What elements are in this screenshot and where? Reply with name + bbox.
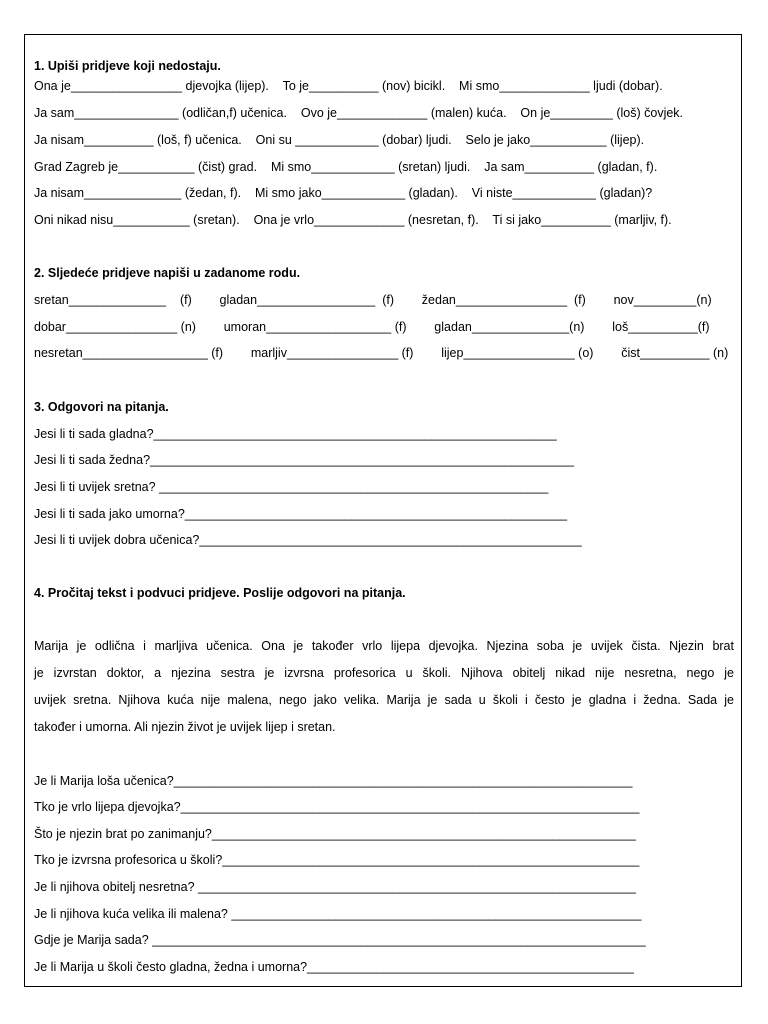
- section-2-line: sretan______________ (f) gladan_________________ (f) žedan________________ (f) nov_________(n): [34, 293, 712, 307]
- section-1-line: Grad Zagreb je___________ (čist) grad. Mi smo____________ (sretan) ljudi. Ja sam__________ (gladan, f).: [34, 160, 658, 174]
- section-1-line: Ja nisam______________ (žedan, f). Mi smo jako____________ (gladan). Vi niste____________ (gladan)?: [34, 186, 653, 200]
- section-3-heading: 3. Odgovori na pitanja.: [34, 400, 169, 414]
- reading-text-line: uvijek sretna. Njihova kuća nije malena, nego jako velika. Marija je sada u školi i često je gladna i žedna. Sada je: [34, 693, 734, 707]
- section-3-question: Jesi li ti sada jako umorna?_______________________________________________________: [34, 507, 568, 521]
- section-4-question: Tko je izvrsna profesorica u školi?____________________________________________________________: [34, 853, 640, 867]
- section-3-question: Jesi li ti sada žedna?_____________________________________________________________: [34, 453, 575, 467]
- reading-text-line: Marija je odlična i marljiva učenica. Ona je također vrlo lijepa djevojka. Njezina soba je uvijek čista. Njezin brat: [34, 639, 734, 653]
- section-1-line: Ona je________________ djevojka (lijep). To je__________ (nov) bicikl. Mi smo_____________ ljudi (dobar).: [34, 79, 663, 93]
- section-1-heading: 1. Upiši pridjeve koji nedostaju.: [34, 59, 221, 73]
- section-3-question: Jesi li ti uvijek sretna? ________________________________________________________: [34, 480, 549, 494]
- section-4-question: Što je njezin brat po zanimanju?_____________________________________________________________: [34, 827, 636, 841]
- section-1-line: Ja nisam__________ (loš, f) učenica. Oni su ____________ (dobar) ljudi. Selo je jako___________ (lijep).: [34, 133, 645, 147]
- section-3-question: Jesi li ti sada gladna?__________________________________________________________: [34, 427, 557, 441]
- reading-text-line: je izvrstan doktor, a njezina sestra je izvrsna profesorica u školi. Njihova obitelj nikad nije nesretna, nego je: [34, 666, 734, 680]
- reading-text-line: također i umorna. Ali njezin život je uvijek lijep i sretan.: [34, 720, 336, 734]
- section-2-heading: 2. Sljedeće pridjeve napiši u zadanome rodu.: [34, 266, 301, 280]
- section-1-line: Ja sam_______________ (odličan,f) učenica. Ovo je_____________ (malen) kuća. On je_________ (loš) čovjek.: [34, 106, 684, 120]
- section-4-question: Je li Marija u školi često gladna, žedna i umorna?_______________________________________________: [34, 960, 634, 974]
- section-4-question: Je li njihova kuća velika ili malena? ___________________________________________________________: [34, 907, 642, 921]
- section-4-question: Tko je vrlo lijepa djevojka?__________________________________________________________________: [34, 800, 640, 814]
- section-4-heading: 4. Pročitaj tekst i podvuci pridjeve. Poslije odgovori na pitanja.: [34, 586, 406, 600]
- section-3-question: Jesi li ti uvijek dobra učenica?_______________________________________________________: [34, 533, 582, 547]
- section-4-question: Gdje je Marija sada? _______________________________________________________________________: [34, 933, 646, 947]
- section-4-question: Je li njihova obitelj nesretna? _______________________________________________________________: [34, 880, 636, 894]
- section-2-line: dobar________________ (n) umoran__________________ (f) gladan______________(n) loš__________(f): [34, 320, 710, 334]
- section-2-line: nesretan__________________ (f) marljiv________________ (f) lijep________________ (o) čist__________ (n): [34, 346, 729, 360]
- section-4-question: Je li Marija loša učenica?__________________________________________________________________: [34, 774, 633, 788]
- section-1-line: Oni nikad nisu___________ (sretan). Ona je vrlo_____________ (nesretan, f). Ti si jako__________ (marljiv, f).: [34, 213, 672, 227]
